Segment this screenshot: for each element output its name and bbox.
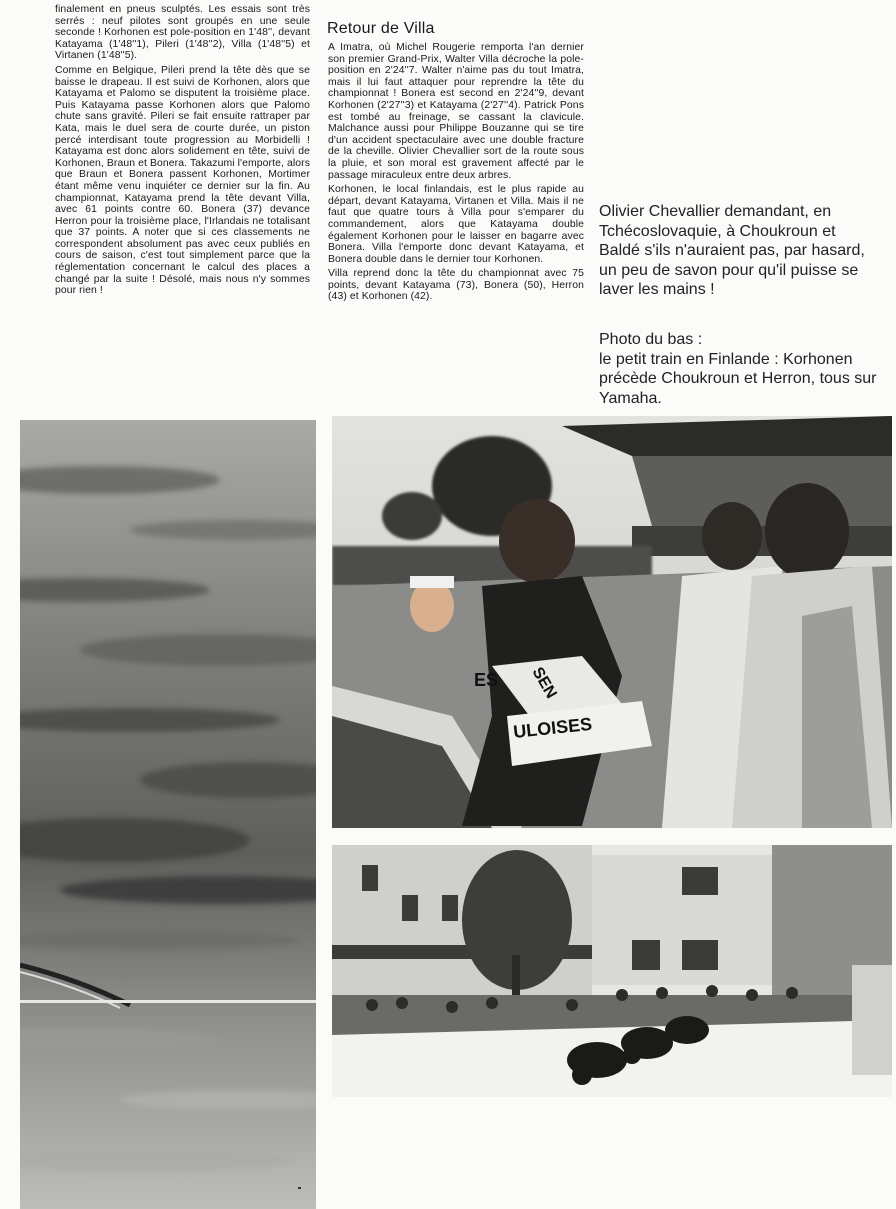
section-heading: Retour de Villa bbox=[327, 20, 435, 37]
print-speck bbox=[298, 1187, 301, 1189]
caption-bottom-label: Photo du bas : bbox=[599, 331, 703, 348]
jacket-text-3: ES bbox=[474, 670, 499, 690]
column1-paragraph-1: finalement en pneus sculptés. Les essais sont très serrés : neuf pilotes sont groupés en une seule seconde ! Korhonen est pole-position en 1'48'', devant Katayama (1'48''1), Pileri (1'48''2), Villa (1'48''5) et Virtanen (1'48''5). bbox=[55, 4, 310, 62]
photo-water-blur bbox=[20, 420, 316, 1209]
article-column-2 bbox=[328, 42, 584, 303]
column1-paragraph-2: Comme en Belgique, Pileri prend la tête dès que se baisse le drapeau. Il est suivi de Korhonen, alors que Katayama et Palomo se disputent la troisième place. Puis Katayama passe Korhonen alors que Palomo chute sans gravité. Pileri se fait ensuite rattraper par Kata, mais le duel sera de courte durée, un piston percé interdisant toute progression au Morbidelli ! Katayama est donc alors solidement en tête, suivi de Korhonen, Braun et Bonera. Takazumi l'emporte, alors que Braun et Bonera passent Korhonen, Mortimer étant même venu inquiéter ce dernier sur la fin. Au championnat, Katayama prend la tête devant Villa, avec 61 points contre 60. Bonera (37) devance Herron pour la troisième place, l'Irlandais ne totalisant que 37 points. A noter que si ces classements ne correspondent absolument pas avec ceux publiés en cours de saison, c'est tout simplement parce que la réglementation concernant le calcul des places a changé par la suite ! Désolé, mais nous n'y sommes pour rien ! bbox=[55, 64, 310, 297]
photo-racing-finland bbox=[332, 845, 892, 1097]
photo-caption-top: Olivier Chevallier demandant, en Tchécoslovaquie, à Choukroun et Baldé s'ils n'auraient pas, par hasard, un peu de savon pour qu'il puisse se laver les mains ! bbox=[599, 203, 865, 298]
jacket-text-1: SEN bbox=[528, 664, 560, 702]
column2-paragraph-1: A Imatra, où Michel Rougerie remporta l'an dernier son premier Grand-Prix, Walter Villa décroche la pole-position en 2'24''7. Walter n'aime pas du tout Imatra, mais il lui faut attaquer pour reprendre la tête du championnat ! Bonera est second en 2'24''9, devant Korhonen (2'27''3) et Katayama (2'27''4). Patrick Pons est tombé au freinage, se cassant la clavicule. Malchance aussi pour Philippe Bouzanne qui se tire d'un accident spectaculaire avec une double fracture de la cheville. Olivier Chevallier sort de la route sous la pluie, et son moral est gravement affecté par le passage miraculeux entre deux arbres. bbox=[328, 42, 584, 181]
photo-rider-paddock bbox=[332, 416, 892, 828]
photo-caption-bottom bbox=[599, 330, 879, 408]
article-column-1 bbox=[55, 4, 310, 297]
column2-paragraph-2: Korhonen, le local finlandais, est le plus rapide au départ, devant Katayama, Virtanen et Villa. Mais il ne faut que quatre tours à Villa pour s'emparer du commandement, alors que Katayama double également Korhonen pour le laisser en bagarre avec Bonera. Villa l'emporte donc devant Katayama, et Bonera double dans le dernier tour Korhonen. bbox=[328, 184, 584, 265]
jacket-text-2: ULOISES bbox=[512, 713, 594, 742]
caption-bottom-text: le petit train en Finlande : Korhonen précède Choukroun et Herron, tous sur Yamaha. bbox=[599, 350, 877, 407]
column2-paragraph-3: Villa reprend donc la tête du championnat avec 75 points, devant Katayama (73), Bonera (50), Herron (43) et Korhonen (42). bbox=[328, 268, 584, 303]
